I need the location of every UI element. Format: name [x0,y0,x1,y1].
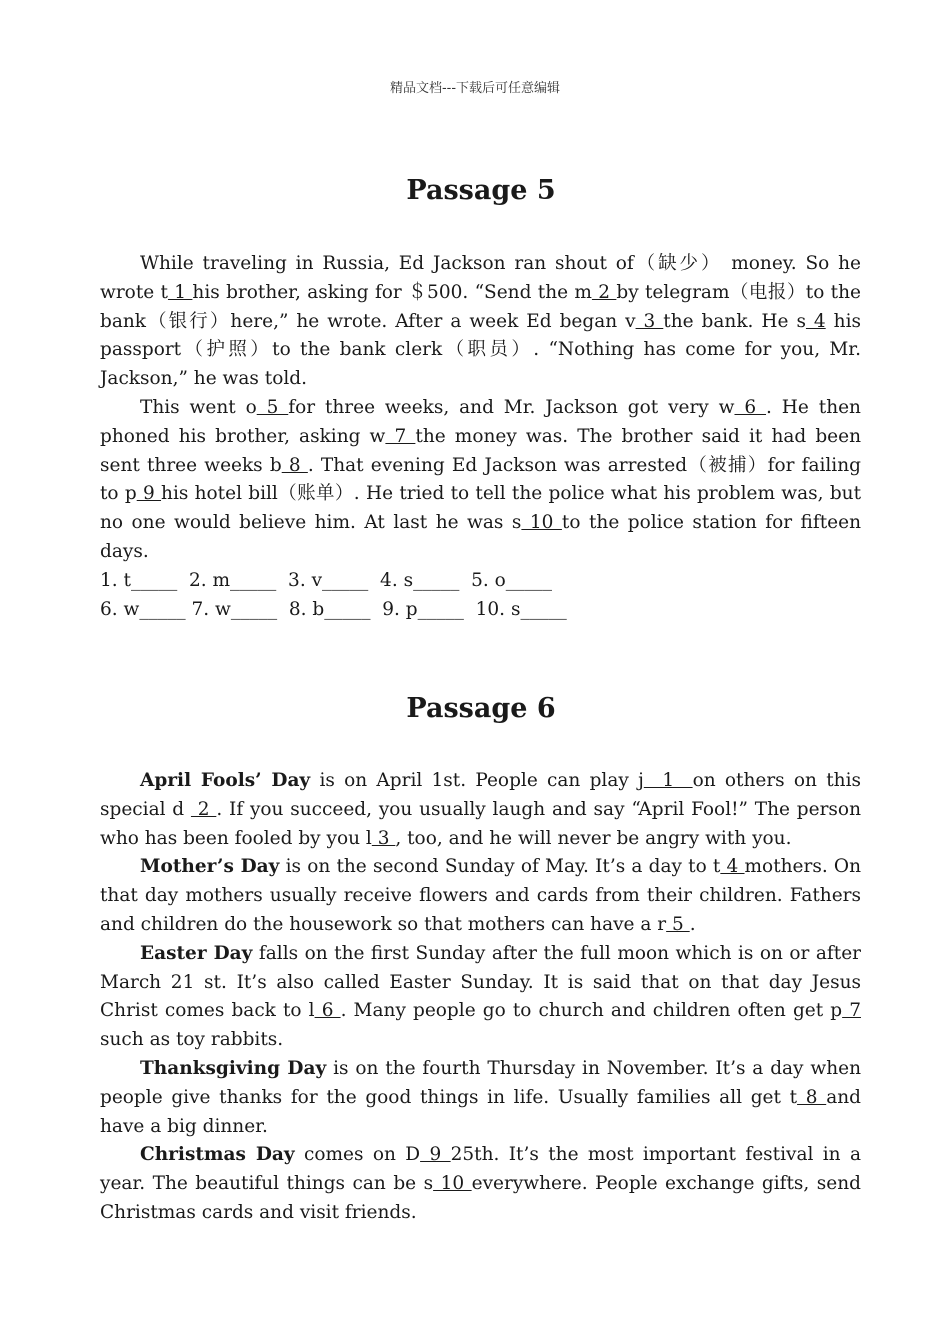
text-segment: is on the second Sunday of May. It’s a day to t [279,856,721,878]
passage-6-body [100,767,861,1228]
text-segment: for three weeks, and Mr. Jackson got very w [288,396,735,418]
blank: 10 [433,1173,472,1195]
text-segment: comes on D [294,1144,421,1166]
paragraph [100,1141,861,1227]
text-segment: his hotel bill（账单）. He tried to tell the police what his problem was, but no one would believe him. At last he was s [100,483,862,534]
passage-5-body [100,250,861,624]
text-segment: the bank. He s [663,310,806,332]
text-segment: by telegram（电报）to the bank（银行）here,” he wrote. After a week Ed began v [100,281,861,332]
page-header: 精品文档---下载后可任意编辑 [389,81,561,96]
blank: 6 [734,396,767,418]
text-segment: his passport（护照）to the bank clerk（职员）. “Nothing has come for you, Mr. Jackson,” he was told. [100,310,861,390]
text-segment: This went o [140,396,257,418]
blank: 1 [167,281,193,303]
holiday-name: Thanksgiving Day [140,1057,327,1079]
blank: 3 [635,310,664,332]
text-segment: falls on the first Sunday after the full moon which is on or after March 21 st. It’s also called Easter Sunday. It is said that on that day Jesus Christ comes back to l [100,942,861,1022]
paragraph [100,940,861,1055]
answer-line: 6. w_____ 7. w_____ 8. b_____ 9. p_____ 10. s_____ [100,598,567,620]
text-segment: . That evening Ed Jackson was arrested（被捕）for failing to p [100,454,861,505]
blank: 5 [256,396,289,418]
blank: 10 [521,512,562,534]
blank: 4 [805,310,826,332]
text-segment: everywhere. People exchange gifts, send Christmas cards and visit friends. [100,1173,861,1223]
text-segment: 25th. It’s the most important festival in a year. The beautiful things can be s [100,1144,861,1195]
blank: 2 [591,281,617,303]
passage-5-title: Passage 5 [406,175,556,206]
paragraph [100,250,861,394]
text-segment: . Many people go to church and children often get p [340,1000,843,1022]
text-segment: . [689,913,696,935]
blank: 8 [797,1086,827,1108]
blank: 9 [136,483,162,505]
paragraph [100,853,861,939]
paragraph [100,1055,861,1141]
passage-6-title: Passage 6 [406,693,556,724]
paragraph [100,767,861,853]
text-segment: his brother, asking for ＄500. “Send the m [192,281,592,303]
text-segment: the money was. The brother said it had been sent three weeks b [100,425,861,476]
blank: 3 [371,827,396,849]
text-segment: . He then phoned his brother, asking w [100,396,861,447]
text-segment: While traveling in Russia, Ed Jackson ran shout of（缺少） money. So he wrote t [100,253,861,303]
blank: 7 [842,1000,861,1022]
text-segment: is on April 1st. People can play j [310,770,644,791]
text-segment: . If you succeed, you usually laugh and say “April Fool!” The person who has been fooled by you l [100,798,861,849]
paragraph [100,394,861,567]
blank: 8 [281,454,308,476]
blank: 9 [420,1144,451,1166]
text-segment: and have a big dinner. [100,1086,861,1137]
blank: 1 [643,770,693,791]
holiday-name: Easter Day [140,942,253,964]
holiday-name: Mother’s Day [140,856,280,878]
holiday-name: Christmas Day [140,1144,295,1166]
holiday-name: April Fools’ Day [140,770,311,791]
blank: 5 [666,913,690,935]
blank: 6 [314,1000,341,1022]
blank: 2 [190,798,217,820]
text-segment: on others on this special d [100,770,861,820]
text-segment: mothers. On that day mothers usually receive flowers and cards from their children. Fathers and children do the housework so that mothers can have a r [100,856,861,935]
text-segment: to the police station for fifteen days. [100,512,861,562]
text-segment: , too, and he will never be angry with you. [395,827,792,849]
blank: 4 [720,856,745,878]
text-segment: such as toy rabbits. [100,1029,284,1051]
blank: 7 [385,425,416,447]
text-segment: is on the fourth Thursday in November. It’s a day when people give thanks for the good things in life. Usually families all get t [100,1057,861,1108]
answer-line: 1. t_____ 2. m_____ 3. v_____ 4. s_____ 5. o_____ [100,569,553,591]
